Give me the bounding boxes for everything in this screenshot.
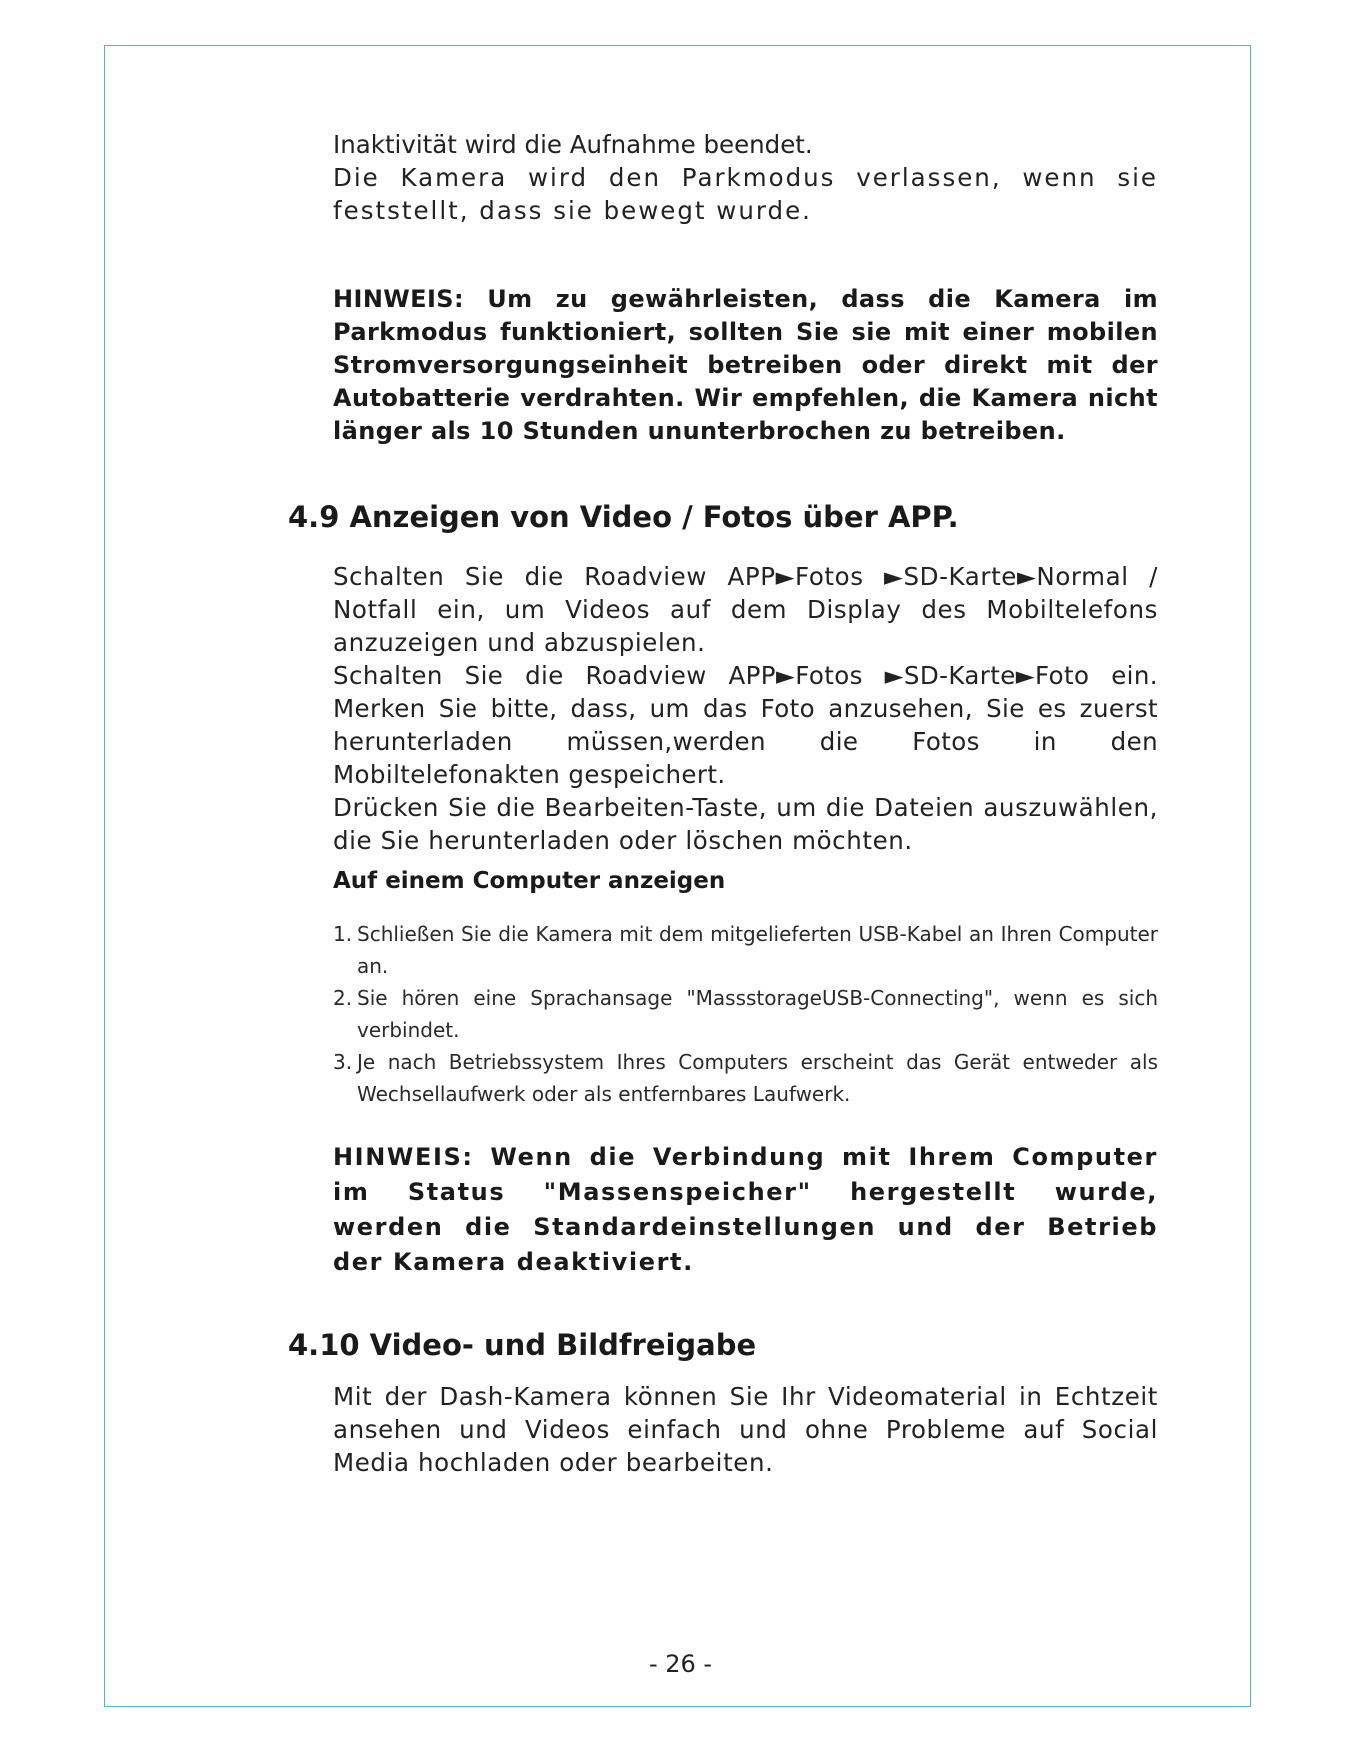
step-number: 3. [333, 1050, 353, 1074]
step-text: Je nach Betriebssystem Ihres Computers erscheint das Gerät entweder als Wechsellaufwerk oder als entfernbares Laufwerk. [357, 1050, 1158, 1106]
step-number: 1. [333, 922, 353, 946]
section-4-10-para: Mit der Dash-Kamera können Sie Ihr Videomaterial in Echtzeit ansehen und Videos einfach und ohne Probleme auf Social Media hochladen oder bearbeiten. [333, 1382, 1158, 1477]
step-text: Schließen Sie die Kamera mit dem mitgelieferten USB-Kabel an Ihren Computer an. [357, 922, 1158, 978]
intro-line-1: Inaktivität wird die Aufnahme beendet. [333, 130, 813, 159]
section-4-9-para-3: Drücken Sie die Bearbeiten-Taste, um die Dateien auszuwählen, die Sie herunterladen oder löschen möchten. [333, 793, 1158, 855]
section-4-9-para-2: Schalten Sie die Roadview APP►Fotos ►SD-Karte►Foto ein. Merken Sie bitte, dass, um das Foto anzusehen, Sie es zuerst herunterladen müssen,werden die Fotos in den Mobiltelefonakten gespeichert. [333, 661, 1158, 789]
computer-view-subhead: Auf einem Computer anzeigen [333, 868, 726, 894]
step-number: 2. [333, 986, 353, 1010]
mass-storage-note [333, 1140, 1158, 1280]
section-4-10-body [333, 1380, 1158, 1479]
computer-steps-list [333, 918, 1158, 1110]
parking-mode-note [333, 283, 1158, 448]
computer-view-subhead-block [333, 868, 1158, 894]
intro-block [333, 128, 1158, 227]
section-4-9-para-1: Schalten Sie die Roadview APP►Fotos ►SD-Karte►Normal / Notfall ein, um Videos auf dem Display des Mobiltelefons anzuzeigen und abzuspielen. [333, 562, 1158, 657]
list-item [333, 918, 1158, 982]
section-4-9-title: 4.9 Anzeigen von Video / Fotos über APP. [288, 500, 959, 534]
intro-line-2: Die Kamera wird den Parkmodus verlassen, wenn sie feststellt, dass sie bewegt wurde. [333, 163, 1158, 225]
list-item [333, 982, 1158, 1046]
parking-mode-note-text: HINWEIS: Um zu gewährleisten, dass die Kamera im Parkmodus funktioniert, sollten Sie sie mit einer mobilen Stromversorgungseinheit betreiben oder direkt mit der Autobatterie verdrahten. Wir empfehlen, die Kamera nicht länger als 10 Stunden ununterbrochen zu betreiben. [333, 285, 1158, 445]
mass-storage-note-text: HINWEIS: Wenn die Verbindung mit Ihrem Computer im Status "Massenspeicher" hergestellt wurde, werden die Standardeinstellungen und der Betrieb der Kamera deaktiviert. [333, 1143, 1158, 1276]
section-4-9-body [333, 560, 1158, 857]
step-text: Sie hören eine Sprachansage "MassstorageUSB-Connecting", wenn es sich verbindet. [357, 986, 1158, 1042]
section-4-10-title: 4.10 Video- und Bildfreigabe [288, 1328, 757, 1362]
page-number: - 26 - [648, 1650, 713, 1678]
computer-steps-block [333, 918, 1158, 1110]
list-item [333, 1046, 1158, 1110]
